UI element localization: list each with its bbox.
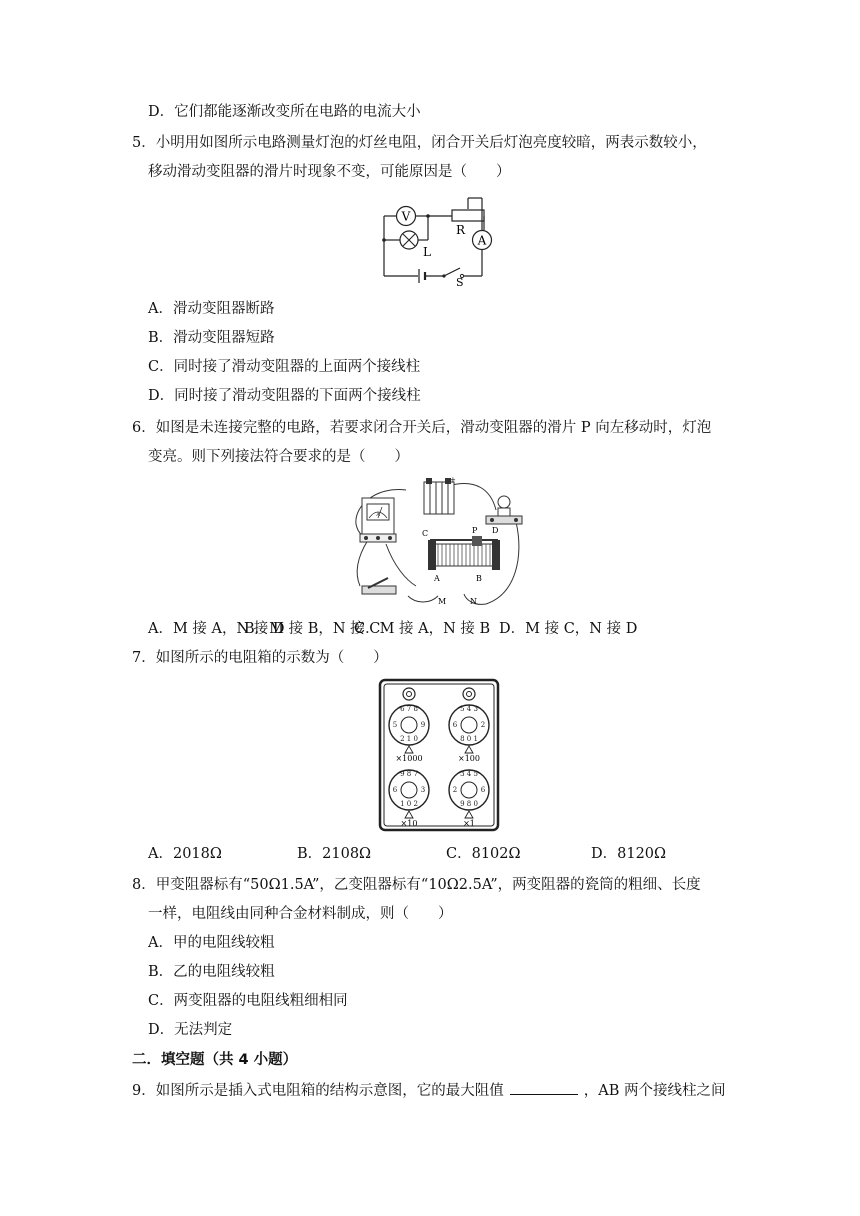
q6-option-a: A．M 接 A，N 接 D [148,621,285,637]
q7-dial-mult-100: ×100 [458,754,480,763]
svg-text:2: 2 [452,786,458,794]
q6-wire-m: M [438,597,447,606]
q5-stem-line2: 移动滑动变阻器的滑片时现象不变，可能原因是（ ） [148,164,511,180]
q6-terminal-b: B [476,574,482,583]
svg-text:6: 6 [480,786,486,794]
q6-apparatus-figure [346,476,536,608]
q5-circuit-figure [372,192,498,288]
q9-stem-part1: 9．如图所示是插入式电阻箱的结构示意图，它的最大阻值 [132,1083,504,1099]
q7-options [148,844,666,864]
svg-text:2 1 0: 2 1 0 [400,735,418,743]
q7-stem: 7．如图所示的电阻箱的示数为（ ） [132,650,388,666]
q5-stem-line1: 5．小明用如图所示电路测量灯泡的灯丝电阻，闭合开关后灯泡亮度较暗，两表示数较小， [132,135,707,151]
q9-stem-part2: ，AB 两个接线柱之间 [583,1083,726,1099]
q7-dial-mult-10: ×10 [400,819,418,828]
svg-text:2: 2 [480,721,486,729]
q6-option-d: D．M 接 C，N 接 D [499,621,638,637]
q6-options [148,619,637,639]
q6-option-b: B．M 接 B，N 接 C [244,621,381,637]
q5-option-c: C．同时接了滑动变阻器的上面两个接线柱 [148,359,421,375]
q5-option-d: D．同时接了滑动变阻器的下面两个接线柱 [148,388,421,404]
q5-rheostat-label: R [456,223,466,237]
q6-wire-n: N [470,597,477,606]
svg-text:5 4 3: 5 4 3 [460,705,478,713]
q5-option-a: A．滑动变阻器断路 [148,301,275,317]
q6-option-c: C．M 接 A，N 接 B [354,621,491,637]
svg-text:5: 5 [392,721,398,729]
q7-option-d: D．8120Ω [591,846,667,862]
q7-option-c: C．8102Ω [446,846,521,862]
q6-ammeter-label: A [376,512,380,518]
q5-lamp-label: L [423,245,431,259]
q5-ammeter-label: A [477,233,487,248]
q8-stem-line1: 8．甲变阻器标有“50Ω1.5A”，乙变阻器标有“10Ω2.5A”，两变阻器的瓷筒的粗细、长度 [132,877,701,893]
q9-answer-blank[interactable] [510,1080,578,1095]
svg-text:6: 6 [392,786,398,794]
q6-stem-line1: 6．如图是未连接完整的电路，若要求闭合开关后，滑动变阻器的滑片 P 向左移动时，灯泡 [132,420,712,436]
q6-slider-p: P [472,526,478,535]
q6-plus-label: + [450,476,456,484]
q4-option-d: D．它们都能逐渐改变所在电路的电流大小 [148,104,421,120]
q7-resistance-box-figure [378,678,500,832]
q8-option-b: B．乙的电阻线较粗 [148,964,275,980]
svg-text:8 0 1: 8 0 1 [460,735,478,743]
svg-text:3: 3 [420,786,426,794]
section-heading-fill-in: 二．填空题（共 4 小题） [132,1052,298,1068]
q6-terminal-d: D [492,526,499,535]
svg-text:6 7 8: 6 7 8 [400,705,418,713]
q5-option-b: B．滑动变阻器短路 [148,330,275,346]
q7-dial-mult-1000: ×1000 [395,754,423,763]
svg-text:6: 6 [452,721,458,729]
q8-option-a: A．甲的电阻线较粗 [148,935,275,951]
q5-switch-label: S [456,276,464,288]
svg-text:9: 9 [420,721,426,729]
svg-text:3 4 5: 3 4 5 [460,770,478,778]
q6-terminal-c: C [422,529,429,538]
q8-stem-line2: 一样，电阻线由同种合金材料制成，则（ ） [148,906,453,922]
q7-option-a: A．2018Ω [148,846,222,862]
svg-text:9 8 7: 9 8 7 [400,770,418,778]
q9-stem [132,1080,725,1101]
svg-text:1 0 2: 1 0 2 [400,800,418,808]
q8-option-d: D．无法判定 [148,1022,233,1038]
q6-stem-line2: 变亮。则下列接法符合要求的是（ ） [148,449,409,465]
q5-voltmeter-label: V [401,209,411,224]
q7-dial-mult-1: ×1 [463,819,475,828]
svg-text:9 8 0: 9 8 0 [460,800,478,808]
q8-option-c: C．两变阻器的电阻线粗细相同 [148,993,348,1009]
q7-option-b: B．2108Ω [297,846,372,862]
q6-terminal-a: A [434,574,440,583]
